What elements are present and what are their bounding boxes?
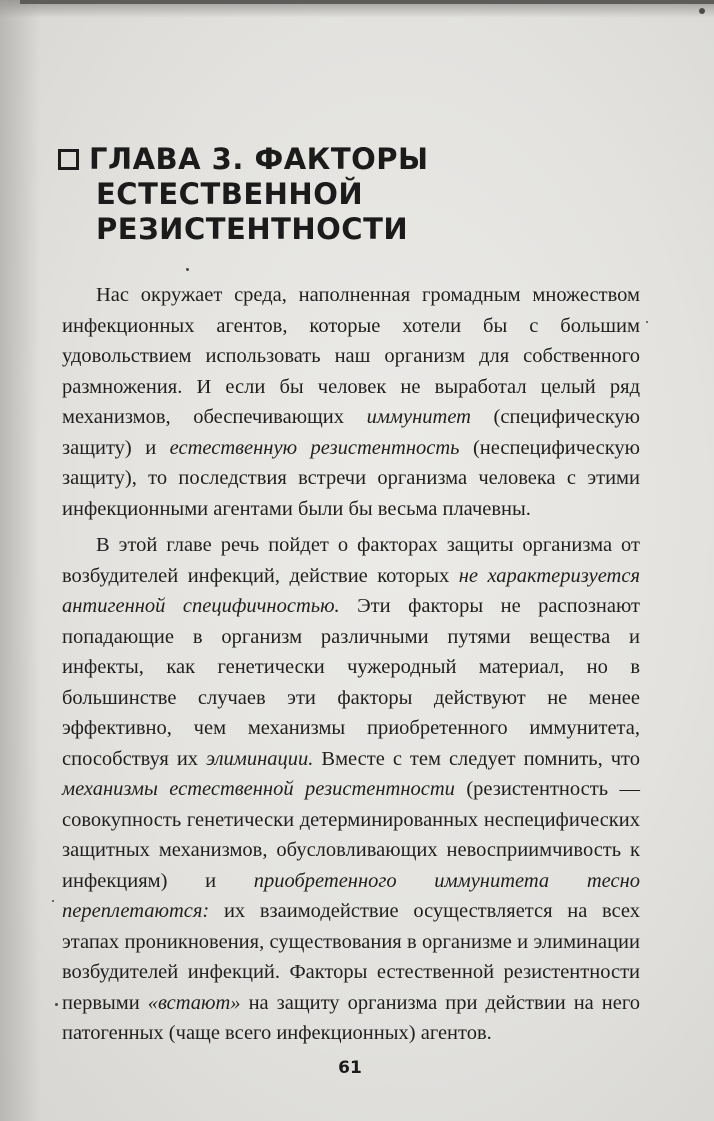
square-bullet-icon <box>58 149 79 170</box>
emphasis-text: иммунитет <box>366 406 471 428</box>
chapter-title-line2: ЕСТЕСТВЕННОЙ РЕЗИСТЕНТНОСТИ <box>96 177 409 246</box>
paper-speck <box>52 900 54 902</box>
emphasis-text: механизмы естественной резистентности <box>62 778 455 800</box>
emphasis-text: элиминации. <box>206 747 314 770</box>
paper-speck <box>646 321 648 323</box>
paragraph <box>62 280 640 524</box>
paragraph-text: их взаимодействие осуществляется на всех этапах проникновения, существования в организме и элиминации возбудителей инфекций. Факторы естественной резистентности первыми <box>62 900 640 1014</box>
paper-speck <box>186 268 189 271</box>
paragraph-text: на защиту организма при действии на него патогенных (чаще всего инфекционных) агентов. <box>62 991 641 1044</box>
emphasis-text: естественную резистентность <box>169 436 460 459</box>
paragraph-text: Нас окружает среда, наполненная громадным множеством инфекционных агентов, которые хотели бы с большим удовольствием использовать наш организм для собственного размножения. И если бы человек не выработал целый ряд механизмов, обеспечивающих <box>62 284 640 428</box>
paragraph-text: Вместе с тем следует помнить, что <box>313 747 640 770</box>
emphasis-text: приобретенного иммунитета тесно переплетаются: <box>62 869 640 922</box>
paragraph-text: В этой главе речь пойдет о факторах защиты организма от возбудителей инфекций, действие которых <box>62 534 640 587</box>
chapter-title-line1: ГЛАВА 3. ФАКТОРЫ <box>89 142 429 176</box>
page-number: 61 <box>338 1058 362 1078</box>
body-text <box>62 280 640 1049</box>
binding-shadow <box>0 0 40 1121</box>
emphasis-text: «встают» <box>147 991 241 1014</box>
paragraph <box>62 530 640 1049</box>
paper-speck <box>55 1003 58 1006</box>
paragraph-text: (неспецифическую защиту), то последствия встречи организма человека с этими инфекционными агентами были бы весьма плачевны. <box>62 436 640 520</box>
emphasis-text: не характеризуется антигенной специфичностью. <box>62 564 640 617</box>
top-edge <box>20 0 714 4</box>
paper-speck <box>699 8 705 14</box>
chapter-heading <box>58 142 658 247</box>
paragraph-text: (специфическую защиту) и <box>62 406 640 459</box>
paragraph-text: (резистентность — совокупность генетически детерминированных неспецифических защитных механизмов, обусловливающих невосприимчивость к инфекциям) и <box>62 778 641 892</box>
paragraph-text: Эти факторы не распознают попадающие в организм различными путями вещества и инфекты, как генетически чужеродный материал, но в большинстве случаев эти факторы действуют не менее эффективно, чем механизмы приобретенного иммунитета, способствуя их <box>62 595 640 770</box>
